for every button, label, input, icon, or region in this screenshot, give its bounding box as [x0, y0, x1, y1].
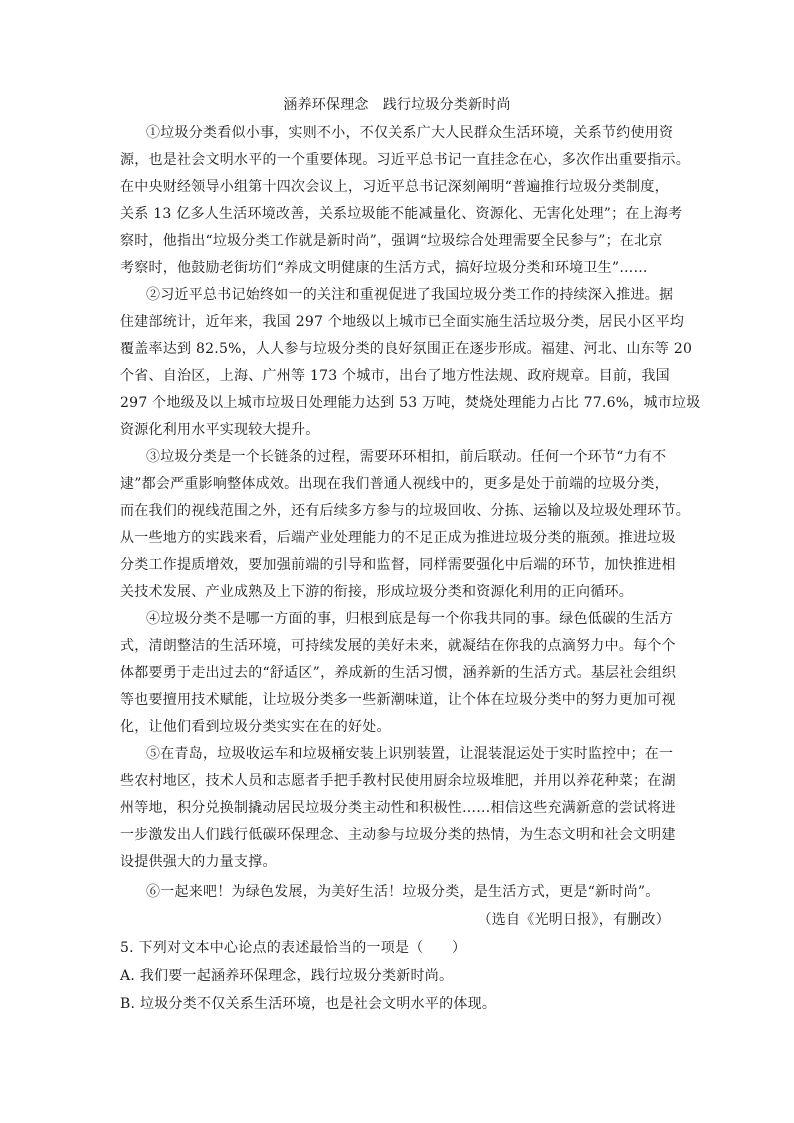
paragraph-line: 等也要擅用技术赋能，让垃圾分类多一些新潮味道，让个体在垃圾分类中的努力更加可视 — [120, 692, 676, 708]
paragraph-line: ④垃圾分类不是哪一方面的事，归根到底是每一个你我共同的事。绿色低碳的生活方 — [146, 611, 674, 627]
paragraph-line: 从一些地方的实践来看，后端产业处理能力的不足正成为推进垃圾分类的瓶颈。推进垃圾 — [120, 530, 676, 546]
paragraph-line: ③垃圾分类是一个长链条的过程，需要环环相扣，前后联动。任何一个环节“力有不 — [146, 449, 667, 465]
paragraph-line: 体都要勇于走出过去的“舒适区”，养成新的生活习惯，涵养新的生活方式。基层社会组织 — [120, 665, 677, 681]
option-a: A. 我们要一起涵养环保理念，践行垃圾分类新时尚。 — [120, 968, 454, 984]
paragraph-line: 式，清朗整洁的生活环境，可持续发展的美好未来，就凝结在你我的点滴努力中。每个个 — [120, 638, 676, 654]
paragraph-line: 些农村地区，技术人员和志愿者手把手教村民使用厨余垃圾堆肥，并用以养花种菜；在湖 — [120, 773, 676, 789]
paragraph-line: 逮”都会严重影响整体成效。出现在我们普通人视线中的，更多是处于前端的垃圾分类， — [120, 476, 669, 492]
article-title: 涵养环保理念 践行垃圾分类新时尚 — [283, 97, 511, 113]
paragraph-line: 州等地，积分兑换制撬动居民垃圾分类主动性和积极性……相信这些充满新意的尝试将进 — [120, 800, 676, 816]
paragraph-line: 资源化利用水平实现较大提升。 — [120, 422, 320, 438]
paragraph-line: ①垃圾分类看似小事，实则不小，不仅关系广大人民群众生活环境，关系节约使用资 — [146, 125, 674, 141]
paragraph-line: 297 个地级及以上城市垃圾日处理能力达到 53 万吨，焚烧处理能力占比 77.6%，城市垃圾 — [120, 395, 701, 411]
paragraph-line: 一步激发出人们践行低碳环保理念、主动参与垃圾分类的热情，为生态文明和社会文明建 — [120, 827, 676, 843]
article-source: （选自《光明日报》，有删改） — [477, 912, 670, 928]
question-stem: 5. 下列对文本中心论点的表述最恰当的一项是（ ） — [120, 940, 467, 956]
paragraph-line: ②习近平总书记始终如一的关注和重视促进了我国垃圾分类工作的持续深入推进。据 — [146, 287, 674, 303]
paragraph-line: 住建部统计，近年来，我国 297 个地级以上城市已全面实施生活垃圾分类，居民小区平均 — [120, 314, 685, 330]
paragraph-line: 关系 13 亿多人生活环境改善，关系垃圾能不能减量化、资源化、无害化处理”；在上海考 — [120, 206, 683, 222]
paragraph-line: 化，让他们看到垃圾分类实实在在的好处。 — [120, 719, 391, 735]
option-b: B. 垃圾分类不仅关系生活环境，也是社会文明水平的体现。 — [120, 996, 497, 1012]
paragraph-line: 而在我们的视线范围之外，还有后续多方参与的垃圾回收、分拣、运输以及垃圾处理环节。 — [120, 503, 690, 519]
paragraph-line: 覆盖率达到 82.5%，人人参与垃圾分类的良好氛围正在逐步形成。福建、河北、山东等 20 — [120, 341, 693, 357]
paragraph-line: 考察时，他鼓励老街坊们“养成文明健康的生活方式，搞好垃圾分类和环境卫生”…… — [120, 260, 648, 276]
paragraph-line: 关技术发展、产业成熟及上下游的衔接，形成垃圾分类和资源化利用的正向循环。 — [120, 584, 633, 600]
paragraph-line: 源，也是社会文明水平的一个重要体现。习近平总书记一直挂念在心，多次作出重要指示。 — [120, 152, 690, 168]
paragraph-line: 设提供强大的力量支撑。 — [120, 854, 277, 870]
paragraph-line: 个省、自治区，上海、广州等 173 个城市，出台了地方性法规、政府规章。目前，我国 — [120, 368, 670, 384]
paragraph-line: ⑥一起来吧！为绿色发展，为美好生活！垃圾分类，是生活方式，更是“新时尚”。 — [146, 884, 660, 900]
paragraph-line: 在中央财经领导小组第十四次会议上，习近平总书记深刻阐明“普遍推行垃圾分类制度， — [120, 179, 669, 195]
paragraph-line: 察时，他指出“垃圾分类工作就是新时尚”，强调“垃圾综合处理需要全民参与”；在北京 — [120, 233, 663, 249]
paragraph-line: ⑤在青岛，垃圾收运车和垃圾桶安装上识别装置，让混装混运处于实时监控中；在一 — [146, 746, 674, 762]
paragraph-line: 分类工作提质增效，要加强前端的引导和监督，同样需要强化中后端的环节，加快推进相 — [120, 557, 676, 573]
